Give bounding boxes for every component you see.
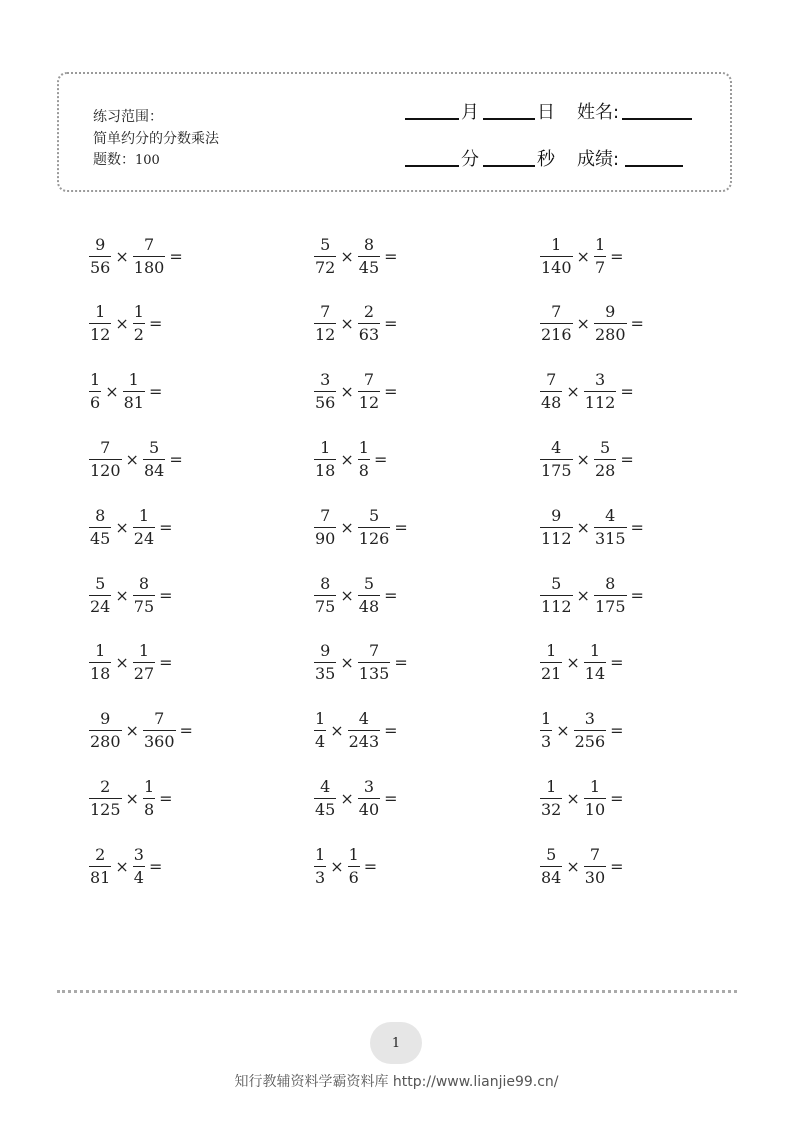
equals-sign: = [148, 314, 163, 334]
denominator: 27 [133, 664, 155, 684]
equals-sign: = [610, 653, 624, 673]
numerator: 4 [320, 776, 331, 796]
times-sign: × [115, 856, 129, 876]
numerator: 7 [589, 844, 601, 864]
numerator: 2 [363, 302, 375, 322]
fraction-right [348, 844, 360, 887]
score-label: 成绩: [577, 149, 620, 170]
month-blank[interactable] [405, 118, 459, 120]
times-sign: × [125, 721, 139, 741]
month-label: 月 [461, 102, 479, 123]
numerator: 5 [149, 437, 160, 457]
times-sign: × [115, 314, 129, 334]
denominator: 3 [315, 867, 326, 887]
problem-item [540, 366, 638, 418]
fraction-right [594, 573, 627, 616]
fraction-left [540, 505, 573, 548]
question-count-value: 100 [135, 153, 160, 168]
equals-sign: = [169, 246, 183, 266]
denominator: 30 [584, 867, 606, 887]
denominator: 56 [90, 257, 111, 277]
denominator: 72 [315, 257, 336, 277]
problem-item [314, 230, 402, 282]
denominator: 35 [315, 664, 336, 684]
fraction-right [574, 711, 607, 750]
fraction-left [89, 372, 101, 411]
denominator: 81 [90, 867, 111, 887]
fraction-right [358, 643, 391, 682]
fraction-left [89, 776, 122, 819]
equals-sign: = [630, 585, 644, 605]
numerator: 1 [128, 370, 139, 390]
denominator: 12 [315, 325, 336, 345]
equals-sign: = [384, 788, 398, 808]
fraction-left [89, 844, 111, 887]
numerator: 1 [589, 776, 601, 796]
problem-item [314, 569, 402, 621]
denominator: 120 [90, 460, 121, 480]
problem-item [89, 433, 187, 485]
times-sign: × [566, 382, 580, 402]
fraction-right [584, 372, 617, 411]
denominator: 24 [133, 528, 155, 548]
denominator: 48 [358, 596, 380, 616]
times-sign: × [576, 517, 590, 537]
denominator: 112 [541, 596, 572, 616]
fraction-left [314, 711, 326, 750]
worksheet-header [57, 72, 732, 192]
problem-item [540, 705, 628, 757]
fraction-left [89, 643, 111, 682]
fraction-right [584, 643, 606, 682]
equals-sign: = [179, 721, 193, 741]
fraction-right [594, 304, 627, 343]
denominator: 135 [358, 664, 390, 684]
numerator: 1 [315, 844, 326, 864]
name-label: 姓名: [577, 102, 620, 123]
fraction-right [358, 437, 370, 480]
numerator: 7 [368, 641, 380, 661]
fraction-left [314, 505, 336, 548]
times-sign: × [340, 314, 354, 334]
numerator: 5 [546, 844, 557, 864]
fraction-right [584, 776, 606, 819]
numerator: 9 [100, 709, 111, 729]
times-sign: × [125, 449, 139, 469]
times-sign: × [115, 517, 129, 537]
equals-sign: = [159, 653, 173, 673]
denominator: 75 [133, 596, 155, 616]
equals-sign: = [159, 517, 173, 537]
fraction-left [540, 437, 573, 480]
fraction-left [89, 711, 122, 750]
seconds-label: 秒 [537, 149, 555, 170]
equals-sign: = [630, 314, 644, 334]
equals-sign: = [169, 449, 183, 469]
fraction-left [314, 573, 336, 616]
times-sign: × [340, 788, 354, 808]
fraction-left [540, 643, 562, 682]
denominator: 175 [594, 596, 626, 616]
equals-sign: = [620, 449, 634, 469]
numerator: 1 [143, 776, 155, 796]
denominator: 10 [584, 799, 606, 819]
denominator: 12 [90, 325, 111, 345]
numerator: 1 [358, 437, 369, 457]
equals-sign: = [620, 382, 634, 402]
fraction-left [89, 505, 111, 548]
equals-sign: = [148, 856, 163, 876]
denominator: 18 [90, 664, 111, 684]
problem-item [314, 637, 412, 689]
times-sign: × [330, 721, 344, 741]
fraction-left [540, 372, 562, 411]
times-sign: × [330, 856, 344, 876]
fraction-right [143, 776, 155, 819]
denominator: 6 [348, 867, 359, 887]
denominator: 243 [348, 732, 380, 752]
numerator: 7 [320, 505, 331, 525]
problem-item [89, 569, 177, 621]
numerator: 8 [363, 234, 375, 254]
fraction-left [314, 372, 336, 411]
fraction-left [89, 234, 111, 277]
problem-item [89, 772, 177, 824]
time-score-row [405, 145, 683, 171]
numerator: 5 [363, 573, 375, 593]
fraction-right [133, 643, 155, 682]
equals-sign: = [384, 585, 398, 605]
numerator: 5 [95, 573, 106, 593]
numerator: 3 [584, 709, 595, 729]
denominator: 21 [541, 664, 562, 684]
fraction-left [89, 304, 111, 343]
denominator: 175 [541, 460, 572, 480]
denominator: 81 [123, 393, 144, 413]
footer-site-text: 知行教辅资料学霸资料库 http://www.lianjie99.cn/ [234, 1074, 559, 1090]
question-count-label: 题数： [93, 152, 135, 168]
fraction-right [143, 437, 165, 480]
numerator: 7 [154, 709, 165, 729]
fraction-left [314, 437, 336, 480]
numerator: 8 [605, 573, 616, 593]
numerator: 1 [138, 641, 150, 661]
numerator: 5 [551, 573, 562, 593]
numerator: 1 [320, 437, 331, 457]
fraction-left [540, 776, 562, 819]
fraction-left [540, 234, 573, 277]
numerator: 2 [95, 844, 106, 864]
numerator: 1 [546, 776, 557, 796]
denominator: 3 [541, 732, 552, 752]
minutes-blank[interactable] [405, 165, 459, 167]
numerator: 9 [605, 302, 616, 322]
denominator: 256 [574, 732, 606, 752]
problem-item [314, 772, 402, 824]
problem-item [89, 637, 177, 689]
fraction-right [143, 711, 176, 750]
fraction-right [358, 304, 380, 343]
numerator: 5 [320, 234, 331, 254]
problem-item [540, 840, 628, 892]
equals-sign: = [610, 246, 624, 266]
times-sign: × [340, 653, 354, 673]
numerator: 5 [368, 505, 380, 525]
name-blank[interactable] [622, 118, 692, 120]
fraction-right [123, 372, 145, 411]
fraction-left [314, 234, 336, 277]
fraction-right [358, 573, 380, 616]
fraction-left [540, 304, 573, 343]
denominator: 75 [315, 596, 336, 616]
times-sign: × [340, 449, 354, 469]
equals-sign: = [148, 382, 163, 402]
times-sign: × [340, 585, 354, 605]
fraction-left [314, 844, 326, 887]
topic-title: 简单约分的分数乘法 [93, 131, 219, 147]
seconds-blank[interactable] [483, 165, 535, 167]
fraction-right [584, 844, 606, 887]
problem-item [89, 298, 166, 350]
numerator: 1 [551, 234, 562, 254]
numerator: 7 [100, 437, 111, 457]
times-sign: × [340, 382, 354, 402]
equals-sign: = [610, 856, 624, 876]
question-count [93, 149, 160, 169]
denominator: 18 [315, 460, 336, 480]
numerator: 8 [320, 573, 331, 593]
denominator: 315 [594, 528, 626, 548]
denominator: 45 [358, 257, 380, 277]
denominator: 45 [90, 528, 111, 548]
times-sign: × [576, 314, 590, 334]
fraction-right [594, 234, 606, 277]
fraction-right [133, 844, 145, 887]
times-sign: × [576, 449, 590, 469]
numerator: 7 [363, 370, 375, 390]
times-sign: × [125, 788, 139, 808]
fraction-right [358, 372, 380, 411]
denominator: 48 [541, 393, 562, 413]
numerator: 7 [551, 302, 562, 322]
denominator: 280 [90, 732, 121, 752]
denominator: 40 [358, 799, 380, 819]
denominator: 4 [133, 867, 144, 887]
numerator: 3 [363, 776, 375, 796]
problem-item [314, 501, 412, 553]
numerator: 5 [600, 437, 611, 457]
problem-item [540, 569, 648, 621]
numerator: 1 [138, 505, 150, 525]
fraction-right [594, 437, 616, 480]
equals-sign: = [363, 856, 378, 876]
problem-item [89, 230, 187, 282]
equals-sign: = [610, 721, 624, 741]
fraction-right [133, 304, 145, 343]
equals-sign: = [630, 517, 644, 537]
numerator: 3 [133, 844, 144, 864]
equals-sign: = [159, 585, 173, 605]
denominator: 84 [143, 460, 165, 480]
problem-item [89, 840, 166, 892]
equals-sign: = [159, 788, 173, 808]
fraction-left [89, 437, 122, 480]
fraction-left [314, 776, 336, 819]
numerator: 1 [315, 709, 326, 729]
numerator: 1 [546, 641, 557, 661]
denominator: 4 [315, 732, 326, 752]
denominator: 216 [541, 325, 572, 345]
numerator: 1 [95, 302, 106, 322]
denominator: 63 [358, 325, 380, 345]
numerator: 1 [541, 709, 552, 729]
problem-item [314, 298, 402, 350]
denominator: 8 [358, 460, 369, 480]
denominator: 56 [315, 393, 336, 413]
numerator: 9 [551, 505, 562, 525]
fraction-right [358, 505, 391, 548]
score-blank[interactable] [625, 165, 683, 167]
times-sign: × [576, 246, 590, 266]
denominator: 180 [133, 257, 165, 277]
fraction-left [540, 844, 562, 887]
equals-sign: = [384, 314, 398, 334]
problem-item [89, 705, 197, 757]
fraction-right [358, 234, 380, 277]
equals-sign: = [610, 788, 624, 808]
problem-item [89, 366, 166, 418]
denominator: 45 [315, 799, 336, 819]
fraction-right [358, 776, 380, 819]
times-sign: × [340, 517, 354, 537]
problem-item [540, 501, 648, 553]
denominator: 360 [143, 732, 175, 752]
equals-sign: = [373, 449, 388, 469]
numerator: 9 [320, 641, 331, 661]
times-sign: × [576, 585, 590, 605]
problem-item [314, 433, 391, 485]
day-label: 日 [537, 102, 555, 123]
times-sign: × [556, 721, 570, 741]
numerator: 4 [605, 505, 616, 525]
fraction-right [133, 234, 166, 277]
times-sign: × [566, 653, 580, 673]
problem-item [540, 298, 648, 350]
denominator: 84 [541, 867, 562, 887]
denominator: 140 [541, 257, 572, 277]
problem-item [540, 433, 638, 485]
times-sign: × [115, 653, 129, 673]
denominator: 125 [90, 799, 121, 819]
times-sign: × [105, 382, 119, 402]
times-sign: × [115, 246, 129, 266]
denominator: 280 [594, 325, 626, 345]
numerator: 7 [143, 234, 155, 254]
equals-sign: = [394, 653, 408, 673]
numerator: 1 [133, 302, 144, 322]
numerator: 8 [95, 505, 106, 525]
problem-item [540, 772, 628, 824]
equals-sign: = [394, 517, 408, 537]
denominator: 2 [133, 325, 144, 345]
denominator: 14 [584, 664, 606, 684]
numerator: 7 [546, 370, 557, 390]
denominator: 12 [358, 393, 380, 413]
fraction-left [314, 643, 336, 682]
denominator: 8 [143, 799, 155, 819]
practice-range-label: 练习范围： [93, 109, 163, 125]
denominator: 112 [541, 528, 572, 548]
problem-item [314, 366, 402, 418]
numerator: 9 [95, 234, 106, 254]
numerator: 1 [95, 641, 106, 661]
denominator: 32 [541, 799, 562, 819]
denominator: 28 [594, 460, 616, 480]
numerator: 3 [594, 370, 606, 390]
problem-item [540, 637, 628, 689]
problem-item [314, 705, 402, 757]
numerator: 3 [320, 370, 331, 390]
equals-sign: = [384, 382, 398, 402]
numerator: 7 [320, 302, 331, 322]
page-number: 1 [370, 1022, 422, 1064]
denominator: 6 [90, 393, 101, 413]
numerator: 4 [551, 437, 562, 457]
problem-item [540, 230, 628, 282]
fraction-left [540, 711, 552, 750]
numerator: 1 [90, 370, 101, 390]
numerator: 1 [589, 641, 601, 661]
denominator: 112 [584, 393, 616, 413]
numerator: 1 [348, 844, 359, 864]
numerator: 2 [100, 776, 111, 796]
times-sign: × [340, 246, 354, 266]
denominator: 7 [594, 257, 606, 277]
problem-item [89, 501, 177, 553]
fraction-left [540, 573, 573, 616]
fraction-left [314, 304, 336, 343]
equals-sign: = [384, 721, 398, 741]
times-sign: × [115, 585, 129, 605]
problem-item [314, 840, 381, 892]
times-sign: × [566, 788, 580, 808]
equals-sign: = [384, 246, 398, 266]
fraction-right [133, 573, 155, 616]
date-row [405, 98, 692, 124]
footer-divider [57, 990, 737, 993]
fraction-right [133, 505, 155, 548]
denominator: 90 [315, 528, 336, 548]
denominator: 126 [358, 528, 390, 548]
minutes-label: 分 [461, 149, 479, 170]
fraction-right [594, 505, 627, 548]
day-blank[interactable] [483, 118, 535, 120]
fraction-left [89, 573, 111, 616]
numerator: 1 [594, 234, 606, 254]
numerator: 4 [358, 709, 369, 729]
fraction-right [348, 711, 381, 750]
times-sign: × [566, 856, 580, 876]
denominator: 24 [90, 596, 111, 616]
numerator: 8 [138, 573, 150, 593]
